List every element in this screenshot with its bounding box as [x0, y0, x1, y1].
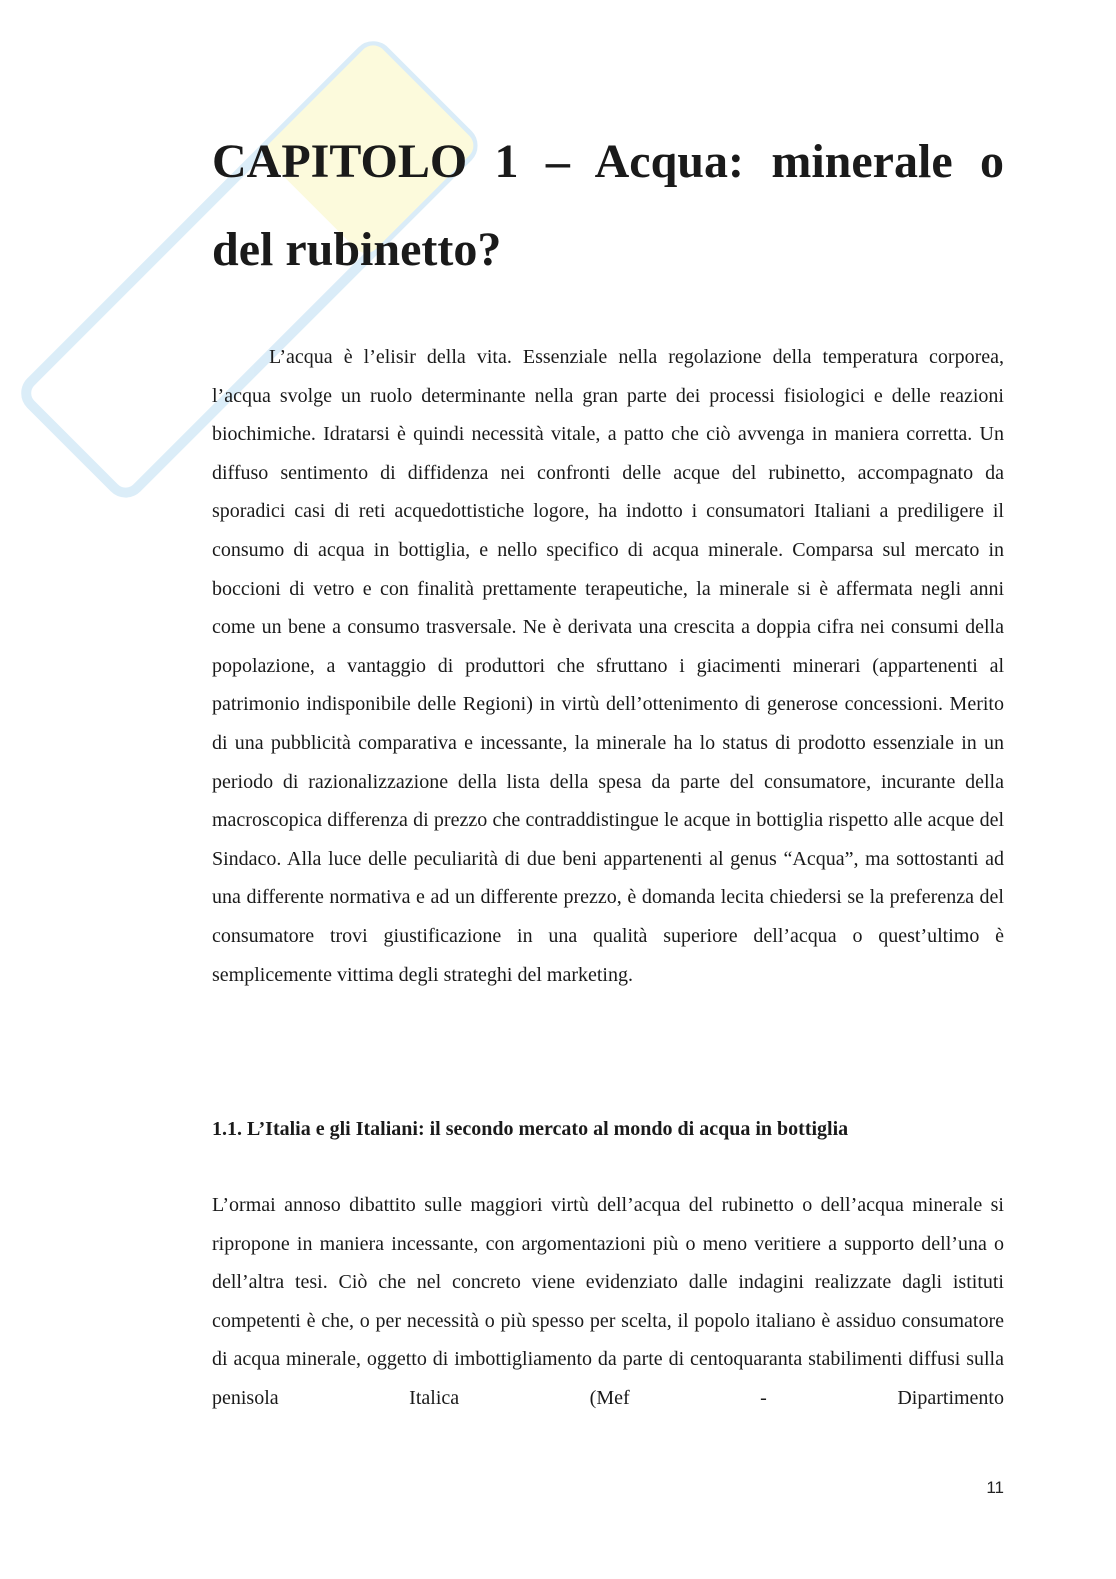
section-paragraph: L’ormai annoso dibattito sulle maggiori virtù dell’acqua del rubinetto o dell’acqua minerale si ripropone in maniera incessante, con argomentazioni più o meno veritiere a supporto dell’una o dell’altra tesi. Ciò che nel concreto viene evidenziato dalle indagini realizzate dagli istituti competenti è che, o per necessità o più spesso per scelta, il popolo italiano è assiduo consumatore di acqua minerale, oggetto di imbottigliamento da parte di centoquaranta stabilimenti diffusi sulla penisola Italica (Mef - Dipartimento — [212, 1194, 1004, 1409]
chapter-title-line-1: CAPITOLO 1 – Acqua: minerale o — [212, 135, 1004, 188]
intro-paragraph: L’acqua è l’elisir della vita. Essenziale nella regolazione della temperatura corporea, l’acqua svolge un ruolo determinante nella gran parte dei processi fisiologici e delle reazioni biochimiche. Idratarsi è quindi necessità vitale, a patto che ciò avvenga in maniera corretta. Un diffuso sentimento di diffidenza nei confronti delle acque del rubinetto, accompagnato da sporadici casi di reti acquedottistiche logore, ha indotto i consumatori Italiani a prediligere il consumo di acqua in bottiglia, e nello specifico di acqua minerale. Comparsa sul mercato in boccioni di vetro e con finalità prettamente terapeutiche, la minerale si è affermata negli anni come un bene a consumo trasversale. Ne è derivata una crescita a doppia cifra nei consumi della popolazione, a vantaggio di produttori che sfruttano i giacimenti minerari (appartenenti al patrimonio indisponibile delle Regioni) in virtù dell’ottenimento di generose concessioni. Merito di una pubblicità comparativa e incessante, la minerale ha lo status di prodotto essenziale in un periodo di razionalizzazione della lista della spesa da parte del consumatore, incurante della macroscopica differenza di prezzo che contraddistingue le acque in bottiglia rispetto alle acque del Sindaco. Alla luce delle peculiarità di due beni appartenenti al genus “Acqua”, ma sottostanti ad una differente normativa e ad un differente prezzo, è domanda lecita chiedersi se la preferenza del consumatore trovi giustificazione in una qualità superiore dell’acqua o quest’ultimo è semplicemente vittima degli strateghi del marketing. — [212, 346, 1004, 986]
page-number: 11 — [986, 1478, 1004, 1497]
section-heading: 1.1. L’Italia e gli Italiani: il secondo mercato al mondo di acqua in bottiglia — [212, 1118, 849, 1140]
chapter-title-line-2: del rubinetto? — [212, 223, 502, 276]
chapter-title — [212, 118, 1004, 294]
